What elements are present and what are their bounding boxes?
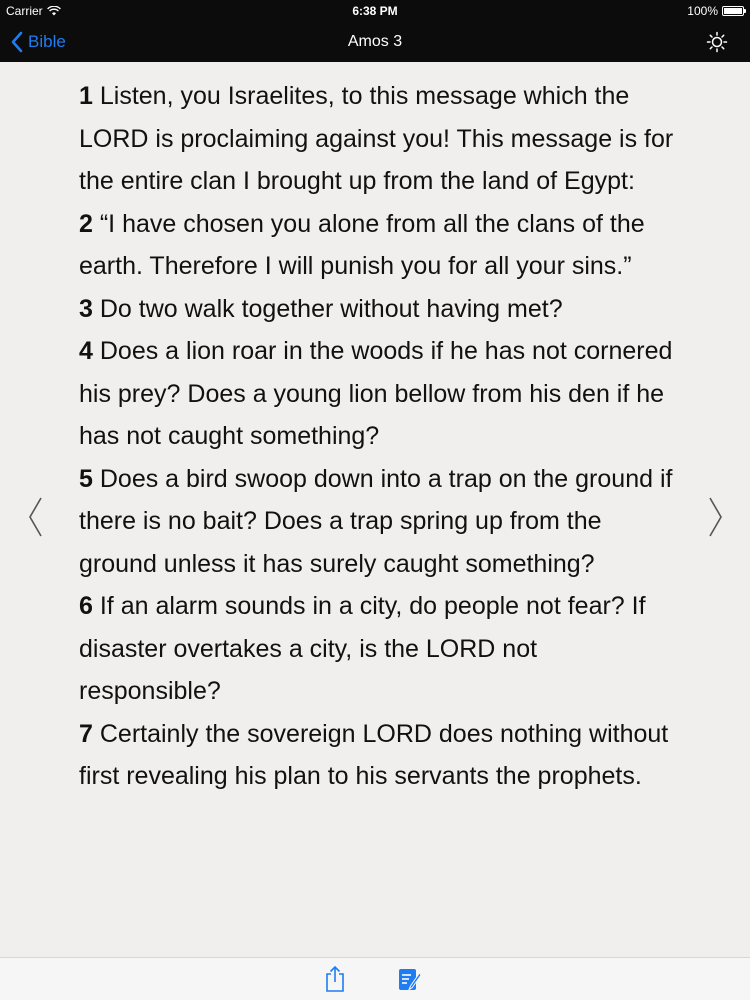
verse-5[interactable] xyxy=(79,458,679,586)
navigation-bar xyxy=(0,22,750,62)
verse-number: 2 xyxy=(79,209,93,238)
verse-7[interactable] xyxy=(79,713,679,798)
verse-text: If an alarm sounds in a city, do people not fear? If disaster overtakes a city, is the LORD not responsible? xyxy=(79,592,646,705)
battery-percent: 100% xyxy=(687,4,718,18)
verse-6[interactable] xyxy=(79,585,679,713)
verse-number: 6 xyxy=(79,592,93,620)
previous-chapter-icon[interactable] xyxy=(25,494,45,540)
verse-number: 3 xyxy=(79,294,93,323)
battery-status xyxy=(687,4,744,18)
status-time: 6:38 PM xyxy=(352,4,398,18)
verse-number: 1 xyxy=(79,82,93,110)
verse-text: Does a lion roar in the woods if he has not cornered his prey? Does a young lion bellow from his den if he has not caught something? xyxy=(79,337,673,450)
brightness-icon[interactable] xyxy=(706,31,728,53)
next-chapter-icon[interactable] xyxy=(706,494,726,540)
verse-number: 5 xyxy=(79,464,93,493)
page-title: Amos 3 xyxy=(347,33,403,50)
verse-text: Certainly the sovereign LORD does nothing without first revealing his plan to his servants the prophets. xyxy=(79,719,669,790)
chapter-content[interactable] xyxy=(0,62,750,957)
carrier-label: Carrier xyxy=(6,4,43,18)
notes-icon[interactable] xyxy=(396,965,422,993)
verse-text: Does a bird swoop down into a trap on the ground if there is no bait? Does a trap spring up from the ground unless it has surely caught something? xyxy=(79,464,673,578)
battery-icon xyxy=(722,6,744,16)
verse-text: Listen, you Israelites, to this message which the LORD is proclaiming against you! This message is for the entire clan I brought up from the land of Egypt: xyxy=(79,82,674,195)
status-bar xyxy=(0,0,750,22)
bottom-toolbar xyxy=(0,957,750,1000)
verse-number: 4 xyxy=(79,337,93,365)
verse-list xyxy=(79,75,679,798)
verse-text: “I have chosen you alone from all the clans of the earth. Therefore I will punish you for all your sins.” xyxy=(79,209,645,280)
verse-4[interactable] xyxy=(79,330,679,458)
verse-2[interactable] xyxy=(79,203,679,288)
share-icon[interactable] xyxy=(322,965,348,993)
verse-number: 7 xyxy=(79,719,93,748)
verse-1[interactable] xyxy=(79,75,679,203)
verse-text: Do two walk together without having met? xyxy=(99,294,563,323)
back-button-label: Bible xyxy=(28,32,66,51)
verse-3[interactable] xyxy=(79,288,679,331)
